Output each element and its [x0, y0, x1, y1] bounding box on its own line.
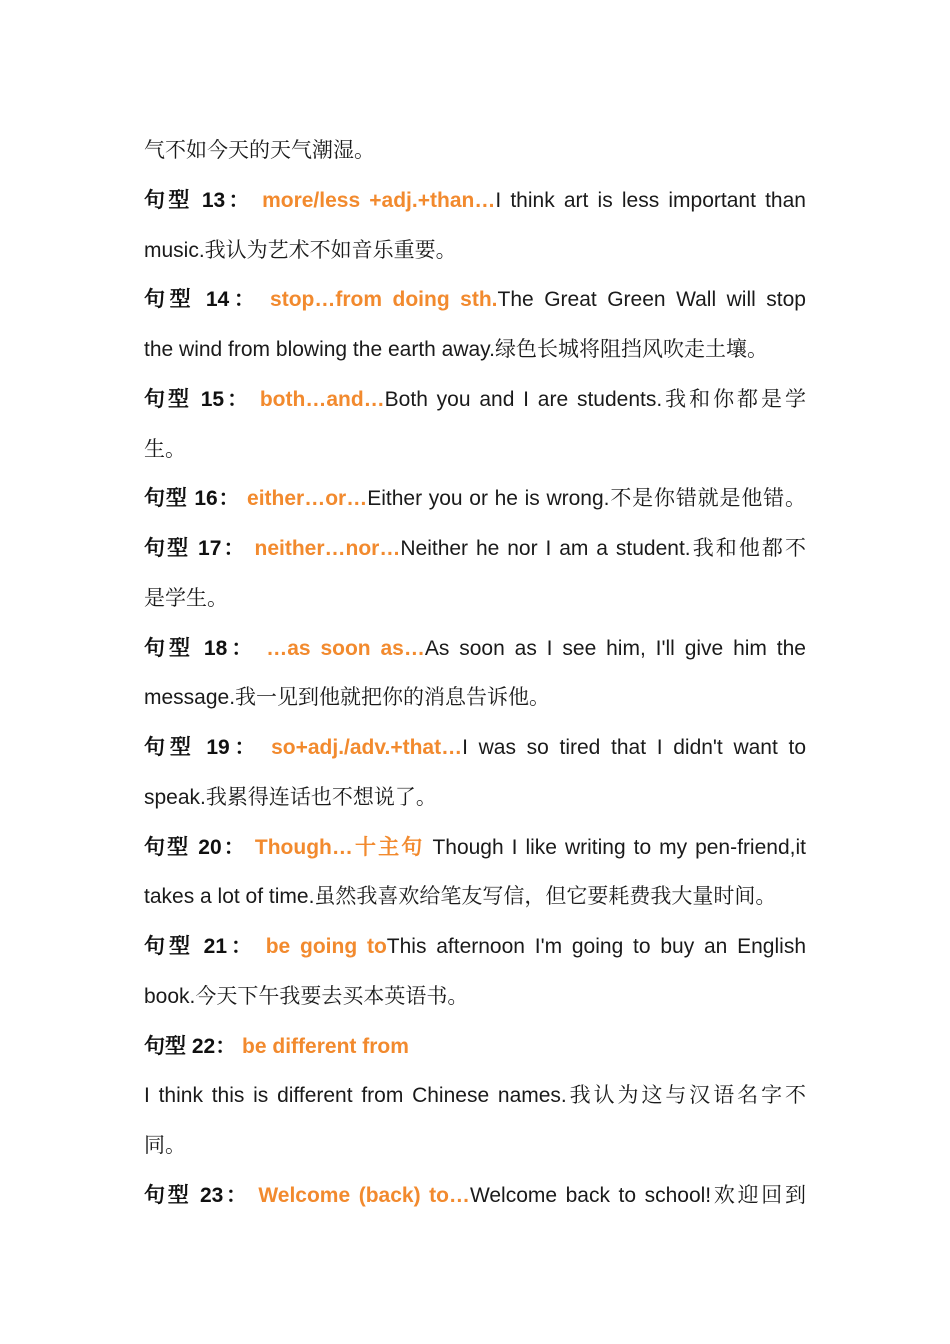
- example-sentence: music.我认为艺术不如音乐重要。: [144, 238, 457, 262]
- sentence-pattern-21: [144, 922, 806, 972]
- text-line: [144, 872, 806, 922]
- sentence-pattern-20: [144, 823, 806, 873]
- sentence-pattern-23: [144, 1171, 806, 1221]
- document-body: [144, 126, 806, 1221]
- sentence-pattern-15: [144, 375, 806, 425]
- example-sentence: speak.我累得连话也不想说了。: [144, 785, 437, 809]
- pattern-formula: either…or…: [247, 487, 368, 511]
- text-line: [144, 673, 806, 723]
- sentence-pattern-13: [144, 176, 806, 226]
- example-sentence: book.今天下午我要去买本英语书。: [144, 984, 469, 1008]
- pattern-number-label: 句型 17：: [144, 537, 247, 560]
- example-sentence: Welcome back to school!欢迎回到: [469, 1183, 806, 1207]
- sentence-pattern-14: [144, 275, 806, 325]
- example-sentence: Both you and I are students.我和你都是学: [384, 387, 806, 411]
- pattern-formula: Though…十主句: [254, 835, 433, 859]
- pattern-number-label: 句型 18：: [144, 636, 257, 660]
- example-sentence: 是学生。: [144, 586, 228, 610]
- text-line: [144, 574, 806, 624]
- example-sentence: 同。: [144, 1134, 186, 1157]
- pattern-number-label: 句型 14：: [144, 288, 260, 312]
- text-line: [144, 425, 806, 475]
- pattern-formula: more/less +adj.+than…: [262, 188, 496, 212]
- pattern-number-label: 句型 23：: [144, 1183, 250, 1207]
- sentence-pattern-19: [144, 723, 806, 773]
- example-sentence: The Great Green Wall will stop: [497, 288, 806, 312]
- example-sentence: Though I like writing to my pen-friend,it: [432, 835, 806, 859]
- sentence-pattern-18: [144, 624, 806, 674]
- example-sentence: message.我一见到他就把你的消息告诉他。: [144, 686, 551, 710]
- sentence-pattern-17: [144, 524, 806, 574]
- sentence-pattern-16: [144, 474, 806, 524]
- pattern-formula: stop…from doing sth.: [270, 288, 498, 312]
- pattern-number-label: 句型 21：: [144, 935, 256, 958]
- sentence-pattern-22: [144, 1022, 806, 1072]
- example-sentence: This afternoon I'm going to buy an English: [386, 935, 806, 958]
- pattern-formula: Welcome (back) to…: [258, 1183, 470, 1207]
- pattern-formula: be going to: [265, 935, 387, 958]
- pattern-number-label: 句型 19：: [144, 736, 261, 759]
- example-sentence: 生。: [144, 437, 186, 461]
- text-line: [144, 325, 806, 375]
- example-sentence: I think this is different from Chinese names.我认为这与汉语名字不: [144, 1084, 806, 1108]
- example-sentence: I was so tired that I didn't want to: [462, 736, 806, 759]
- text-line: [144, 972, 806, 1022]
- text-line: [144, 226, 806, 276]
- pattern-number-label: 句型 22：: [144, 1034, 237, 1058]
- text-line: [144, 773, 806, 823]
- pattern-number-label: 句型 15：: [144, 387, 252, 411]
- example-sentence: takes a lot of time.虽然我喜欢给笔友写信，但它要耗费我大量时间。: [144, 885, 777, 909]
- pattern-number-label: 句型 20：: [144, 835, 247, 859]
- text-line: [144, 1121, 806, 1171]
- pattern-formula: so+adj./adv.+that…: [271, 736, 463, 759]
- body-text: 气不如今天的天气潮湿。: [144, 139, 375, 162]
- example-sentence: Either you or he is wrong.不是你错就是他错。: [367, 487, 806, 511]
- example-sentence: Neither he nor I am a student.我和他都不: [400, 537, 806, 560]
- pattern-formula: be different from: [242, 1034, 409, 1058]
- example-sentence: the wind from blowing the earth away.绿色长城将阻挡风吹走土壤。: [144, 338, 768, 361]
- pattern-formula: both…and…: [259, 387, 385, 411]
- pattern-number-label: 句型 16：: [144, 487, 241, 511]
- pattern-formula: neither…nor…: [254, 537, 401, 560]
- pattern-formula: …as soon as…: [266, 636, 425, 660]
- text-line: [144, 126, 806, 176]
- example-sentence: As soon as I see him, I'll give him the: [424, 636, 806, 660]
- text-line: [144, 1071, 806, 1121]
- example-sentence: I think art is less important than: [495, 188, 806, 212]
- pattern-number-label: 句型 13：: [144, 188, 253, 212]
